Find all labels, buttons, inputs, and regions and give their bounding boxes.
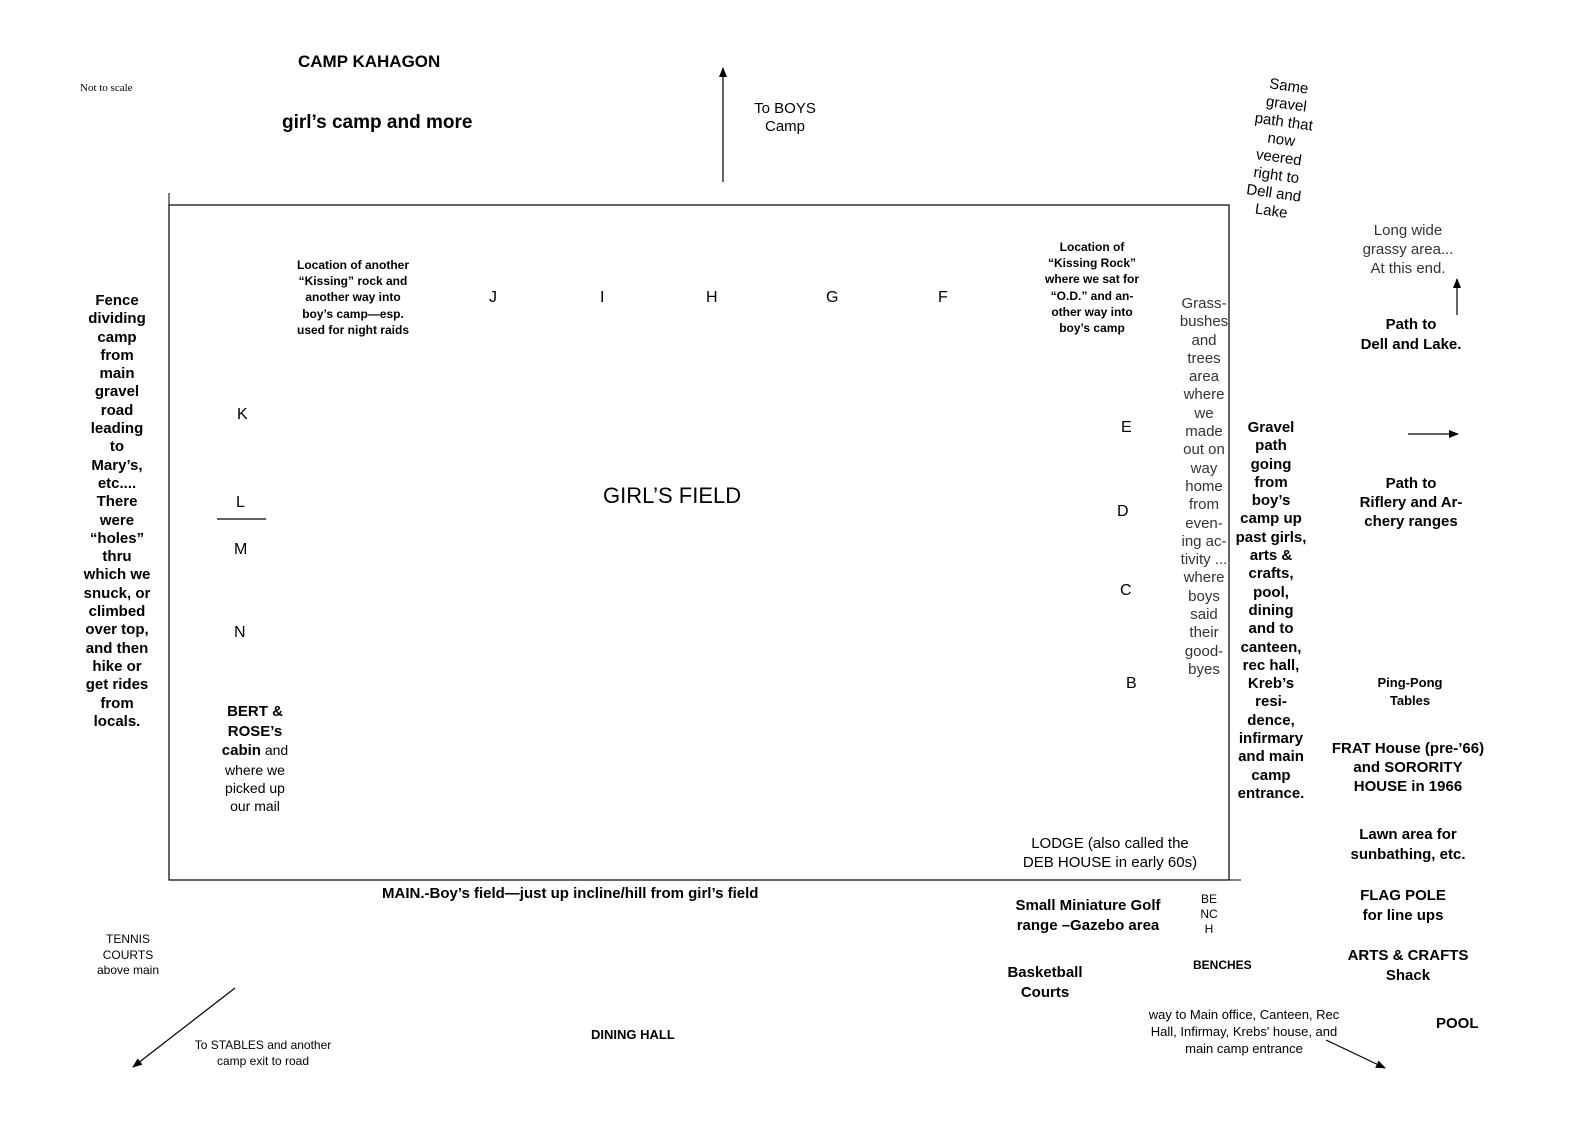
marker-m: M xyxy=(234,541,248,558)
long-grassy-area-note: Long wide grassy area... At this end. xyxy=(1362,222,1454,277)
basketball-courts: Basketball Courts xyxy=(1007,964,1083,1001)
marker-h: H xyxy=(706,289,718,306)
marker-e: E xyxy=(1121,419,1132,436)
marker-k: K xyxy=(237,406,248,423)
to-boys-camp-label: To BOYS Camp xyxy=(754,100,816,135)
lodge-label: LODGE (also called the DEB HOUSE in early 60s) xyxy=(1022,835,1198,871)
kissing-rock-right-note: Location of “Kissing Rock” where we sat for “O.D.” and an- other way into boy’s camp xyxy=(1044,240,1140,335)
marker-g: G xyxy=(826,289,839,306)
same-gravel-path-note: Same gravel path that now veered right to Dell and Lake xyxy=(1245,75,1314,222)
main-boys-field-label: MAIN.-Boy’s field—just up incline/hill from girl’s field xyxy=(382,885,759,902)
bert-rose-name: BERT & ROSE’s cabin xyxy=(221,703,283,759)
marker-j: J xyxy=(489,289,497,306)
flag-pole: FLAG POLE for line ups xyxy=(1360,887,1446,924)
bert-rose-mail-note: and where we picked up our mail xyxy=(225,742,289,814)
lawn-area: Lawn area for sunbathing, etc. xyxy=(1350,826,1466,863)
ping-pong-tables: Ping-Pong Tables xyxy=(1377,675,1443,708)
bert-rose-cabin xyxy=(200,702,310,815)
marker-f: F xyxy=(938,289,948,306)
mini-golf-gazebo: Small Miniature Golf range –Gazebo area xyxy=(1015,897,1161,934)
arts-crafts-shack: ARTS & CRAFTS Shack xyxy=(1347,947,1469,984)
tennis-courts-label: TENNIS COURTS above main xyxy=(96,932,160,978)
marker-d: D xyxy=(1117,503,1129,520)
dining-hall-label: DINING HALL xyxy=(591,1027,675,1042)
kissing-rock-left-note: Location of another “Kissing” rock and another way into boy’s camp—esp. used for night raids xyxy=(296,258,409,337)
map-subtitle: girl’s camp and more xyxy=(282,112,473,133)
gravel-path-note: Gravel path going from boy’s camp up past girls, arts & crafts, pool, dining and to canteen, rec hall, Kreb’s resi- dence, infirmary and main camp entrance. xyxy=(1235,419,1307,802)
marker-n: N xyxy=(234,624,246,641)
girls-field-label: GIRL’S FIELD xyxy=(603,483,742,508)
marker-i: I xyxy=(600,289,605,306)
map-title: CAMP KAHAGON xyxy=(298,52,441,71)
pool-label: POOL xyxy=(1436,1015,1479,1032)
fence-note: Fence dividing camp from main gravel road leading to Mary’s, etc.... There were “holes” thru which we snuck, or climbed over top, and then hike or get rides from locals. xyxy=(83,292,151,730)
marker-b: B xyxy=(1126,675,1137,692)
benches-label: BENCHES xyxy=(1193,958,1252,972)
path-to-dell-lake: Path to Dell and Lake. xyxy=(1360,316,1462,353)
path-to-riflery-archery: Path to Riflery and Ar- chery ranges xyxy=(1359,475,1463,530)
to-stables-label: To STABLES and another camp exit to road xyxy=(194,1038,332,1069)
marker-c: C xyxy=(1120,582,1132,599)
bench-label: BE NC H xyxy=(1200,892,1218,936)
grass-bushes-note: Grass- bushes and trees area where we made out on way home from even- ing ac- tivity ... where boys said their good- byes xyxy=(1179,295,1229,678)
way-to-main-office: way to Main office, Canteen, Rec Hall, Infirmay, Krebs' house, and main camp entrance xyxy=(1148,1007,1340,1056)
marker-l: L xyxy=(236,494,245,511)
scale-note: Not to scale xyxy=(80,82,133,94)
frat-sorority-house: FRAT House (pre-’66) and SORORITY HOUSE in 1966 xyxy=(1331,740,1485,795)
